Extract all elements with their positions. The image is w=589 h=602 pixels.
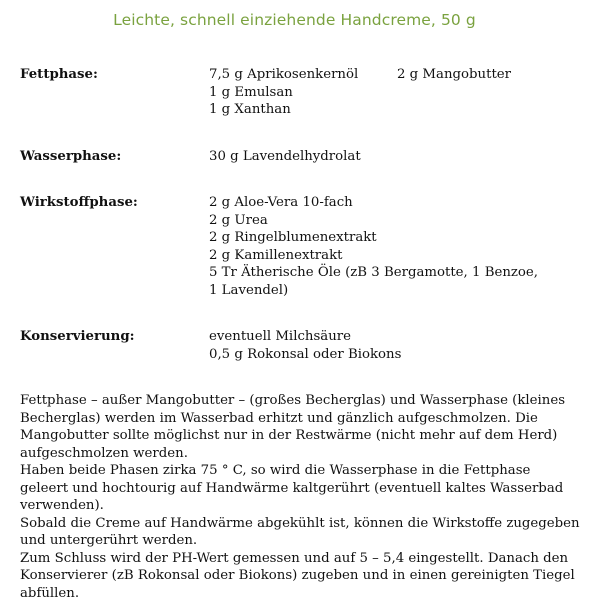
section-label-konservierung: Konservierung:	[20, 328, 209, 363]
section-label-fettphase: Fettphase:	[20, 66, 209, 119]
section-wasserphase	[20, 148, 580, 166]
instruction-paragraph: Sobald die Creme auf Handwärme abgekühlt ist, können die Wirkstoffe zugegeben und untergerührt werden.	[20, 515, 580, 550]
instruction-paragraph: Haben beide Phasen zirka 75 ° C, so wird die Wasserphase in die Fettphase geleert und hochtourig auf Handwärme kaltgerührt (eventuell kaltes Wasserbad verwenden).	[20, 462, 580, 515]
section-fettphase	[20, 66, 580, 119]
ingredient-item: 7,5 g Aprikosenkernöl	[209, 66, 580, 84]
instruction-paragraph: Fettphase – außer Mangobutter – (großes Becherglas) und Wasserphase (kleines Becherglas) werden im Wasserbad erhitzt und gänzlich aufgeschmolzen. Die Mangobutter sollte möglichst nur in der Restwärme (nicht mehr auf dem Herd) aufgeschmolzen werden.	[20, 392, 580, 462]
ingredient-item: 1 g Xanthan	[209, 101, 580, 119]
ingredient-item: 1 g Emulsan	[209, 84, 580, 102]
ingredient-item-mangobutter: 2 g Mangobutter	[397, 66, 511, 84]
section-body-fettphase	[209, 66, 580, 119]
ingredient-item: 2 g Kamillenextrakt	[209, 247, 580, 265]
section-wirkstoffphase	[20, 194, 580, 299]
recipe-ingredients	[20, 66, 580, 363]
section-konservierung	[20, 328, 580, 363]
section-body-konservierung	[209, 328, 580, 363]
section-body-wirkstoffphase	[209, 194, 580, 299]
ingredient-item: 2 g Ringelblumenextrakt	[209, 229, 580, 247]
instruction-paragraph: Zum Schluss wird der PH-Wert gemessen und auf 5 – 5,4 eingestellt. Danach den Konservierer (zB Rokonsal oder Biokons) zugeben und in einen gereinigten Tiegel abfüllen.	[20, 550, 580, 602]
section-label-wirkstoffphase: Wirkstoffphase:	[20, 194, 209, 299]
ingredient-item-essential-oils: 5 Tr Ätherische Öle (zB 3 Bergamotte, 1 Benzoe, 1 Lavendel)	[209, 264, 539, 299]
section-body-wasserphase	[209, 148, 580, 166]
ingredient-item: 2 g Aloe-Vera 10-fach	[209, 194, 580, 212]
instructions	[20, 392, 580, 602]
ingredient-item: eventuell Milchsäure	[209, 328, 580, 346]
ingredient-item: 30 g Lavendelhydrolat	[209, 148, 580, 166]
page-title: Leichte, schnell einziehende Handcreme, 50 g	[0, 11, 589, 29]
ingredient-item: 0,5 g Rokonsal oder Biokons	[209, 346, 580, 364]
ingredient-item: 2 g Urea	[209, 212, 580, 230]
section-label-wasserphase: Wasserphase:	[20, 148, 209, 166]
